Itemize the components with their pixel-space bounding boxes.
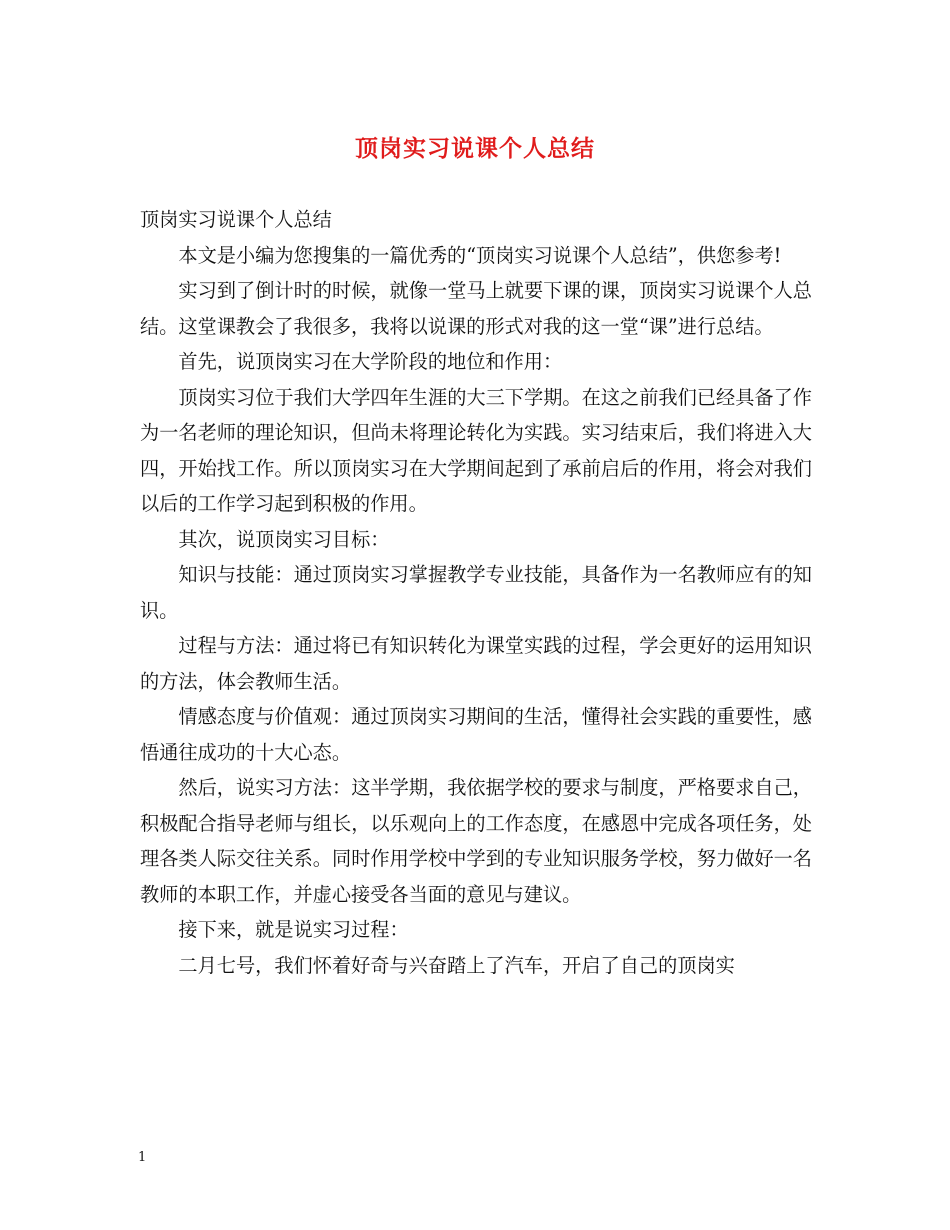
- paragraph: 然后，说实习方法：这半学期，我依据学校的要求与制度，严格要求自己，积极配合指导老师与组长，以乐观向上的工作态度，在感恩中完成各项任务，处理各类人际交往关系。同时作用学校中学到的专业知识服务学校，努力做好一名教师的本职工作，并虚心接受各当面的意见与建议。: [140, 776, 812, 906]
- paragraph: 实习到了倒计时的时候，就像一堂马上就要下课的课，顶岗实习说课个人总结。这堂课教会了我很多，我将以说课的形式对我的这一堂“课”进行总结。: [140, 279, 812, 338]
- paragraph: 其次，说顶岗实习目标：: [178, 527, 390, 551]
- paragraph: 顶岗实习位于我们大学四年生涯的大三下学期。在这之前我们已经具备了作为一名老师的理论知识，但尚未将理论转化为实践。实习结束后，我们将进入大四，开始找工作。所以顶岗实习在大学期间起到了承前启后的作用，将会对我们以后的工作学习起到积极的作用。: [140, 385, 812, 515]
- document-body: [140, 202, 812, 983]
- paragraph: 顶岗实习说课个人总结: [140, 208, 332, 231]
- paragraph: 首先，说顶岗实习在大学阶段的地位和作用：: [178, 350, 563, 373]
- paragraph: 二月七号，我们怀着好奇与兴奋踏上了汽车，开启了自己的顶岗实: [178, 953, 735, 977]
- paragraph: 过程与方法：通过将已有知识转化为课堂实践的过程，学会更好的运用知识的方法，体会教师生活。: [140, 634, 812, 693]
- document-title: 顶岗实习说课个人总结: [355, 135, 595, 162]
- paragraph: 本文是小编为您搜集的一篇优秀的“顶岗实习说课个人总结”，供您参考!: [178, 243, 782, 267]
- paragraph: 接下来，就是说实习过程：: [178, 918, 409, 941]
- page-number: 1: [138, 1150, 147, 1165]
- paragraph: 情感态度与价值观：通过顶岗实习期间的生活，懂得社会实践的重要性，感悟通往成功的十大心态。: [140, 705, 812, 764]
- paragraph: 知识与技能：通过顶岗实习掌握教学专业技能，具备作为一名教师应有的知识。: [140, 563, 812, 622]
